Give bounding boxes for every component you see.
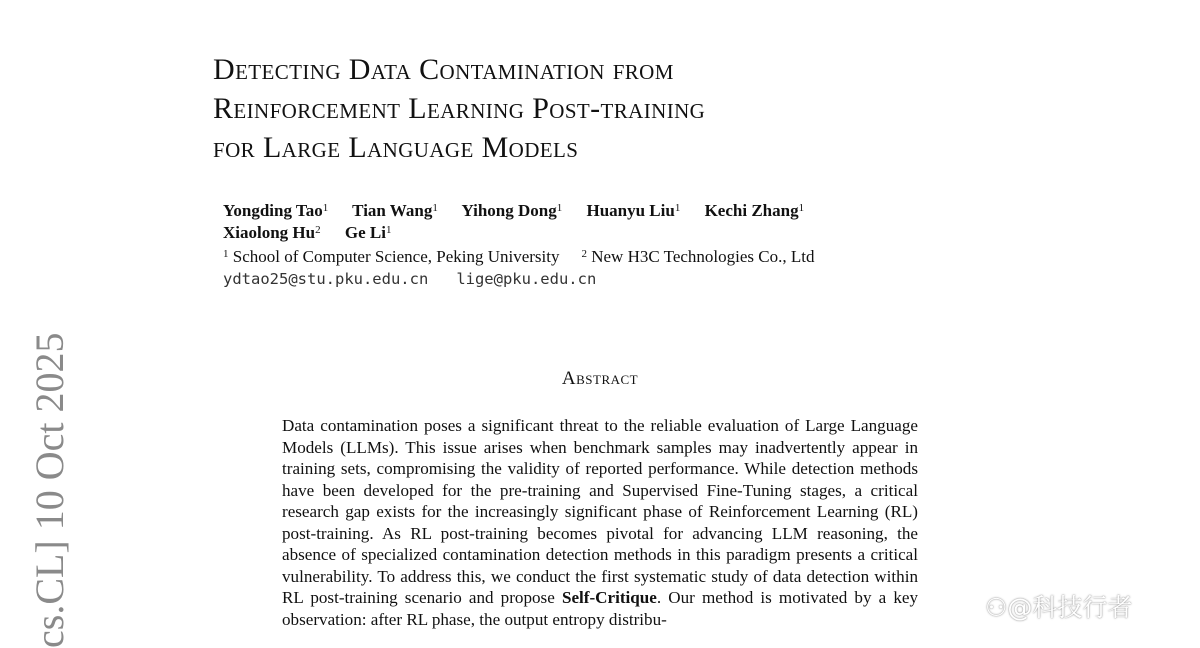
title-line: for Large Language Models: [213, 131, 579, 164]
author: Tian Wang$^1$: [352, 201, 438, 220]
author: Huanyu Liu$^1$: [586, 201, 681, 220]
affiliation: New H3C Technologies Co., Ltd: [586, 247, 815, 266]
arxiv-identifier-stamp: cs.CL] 10 Oct 2025: [27, 332, 72, 648]
paper-title: [213, 50, 973, 167]
method-name: Self-Critique: [561, 588, 657, 607]
affiliation: School of Computer Science, Peking University: [228, 247, 560, 266]
author: Kechi Zhang$^1$: [704, 201, 805, 220]
author: Yongding Tao$^1$: [223, 201, 329, 220]
author: Ge Li$^1$: [344, 223, 392, 242]
author-line: [223, 200, 824, 222]
abstract-body: Data contamination poses a significant threat to the reliable evaluation of Large Language Models (LLMs). This issue arises when benchmark samples may inadvertently appear in training sets, compromising the validity of reported performance. While detection methods have been developed for the pre-training and Supervised Fine-Tuning stages, a critical research gap exists for the increasingly significant phase of Reinforcement Learning (RL) post-training. As RL post-training becomes pivotal for advancing LLM reasoning, the absence of specialized contamination detection methods in this paradigm presents a critical vulnerability. To address this, we conduct the first systematic study of data detection within RL post-training scenario and propose Self-Critique. Our method is motivated by a key observation: after RL phase, the output entropy distribu-: [282, 416, 918, 629]
abstract-heading: Abstract: [561, 368, 639, 389]
title-line: Detecting Data Contamination from: [213, 53, 674, 86]
email-line: [223, 268, 596, 290]
affiliations: $^1$ School of Computer Science, Peking University $^2$ New H3C Technologies Co., Ltd: [223, 247, 815, 266]
author: Yihong Dong$^1$: [461, 201, 563, 220]
email: ydtao25@stu.pku.edu.cn: [223, 270, 429, 288]
author-list: [223, 200, 824, 244]
source-watermark: ⚇@科技行者: [985, 593, 1133, 622]
author: Xiaolong Hu$^2$: [223, 223, 321, 242]
title-line: Reinforcement Learning Post-training: [213, 92, 706, 125]
email: lige@pku.edu.cn: [456, 270, 597, 288]
author-line: [223, 222, 824, 244]
